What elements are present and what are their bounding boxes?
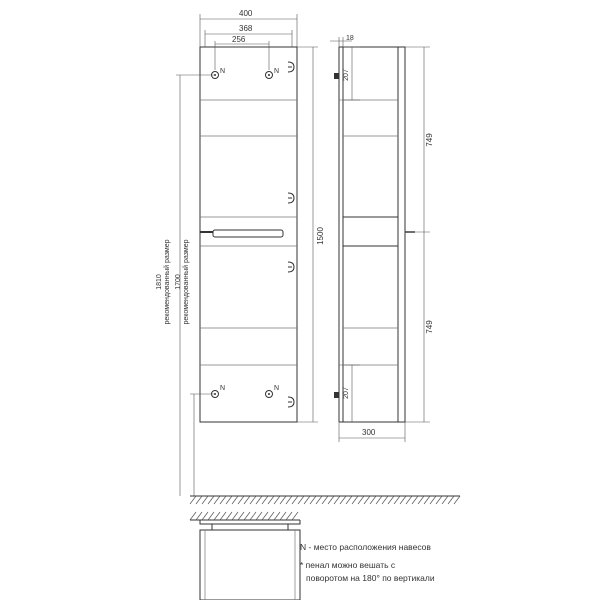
hatch-line	[250, 512, 256, 520]
hatch-line	[358, 496, 364, 504]
hatch-line	[352, 496, 358, 504]
hatch-line	[292, 496, 298, 504]
wall-mount-icon	[334, 73, 339, 79]
legend-line-2: * пенал можно вешать с	[300, 560, 396, 570]
hatch-line	[232, 512, 238, 520]
door-hinge-icon	[288, 193, 294, 203]
dim-width-inner: 368	[239, 24, 253, 33]
hatch-line	[322, 496, 328, 504]
hatch-line	[196, 512, 202, 520]
hatch-line	[316, 496, 322, 504]
hatch-line	[412, 496, 418, 504]
hinge-marker: N	[220, 68, 226, 75]
hatch-line	[388, 496, 394, 504]
dim-upper-section: 749	[425, 133, 434, 147]
bottom-detail	[190, 512, 300, 600]
hatch-line	[436, 496, 442, 504]
hatch-line	[274, 512, 280, 520]
label-recommended-a: рекомендованный размер	[164, 239, 171, 325]
wall-mount-icon	[334, 392, 339, 398]
hatch-line	[208, 496, 214, 504]
hatch-line	[292, 512, 298, 520]
hatch-line	[334, 496, 340, 504]
hatch-line	[202, 496, 208, 504]
hatch-line	[400, 496, 406, 504]
dim-hinge-spacing: 256	[232, 35, 246, 44]
door-hinge-icon	[288, 62, 294, 72]
hatch-line	[286, 496, 292, 504]
dim-depth: 300	[362, 428, 376, 437]
hatch-line	[304, 496, 310, 504]
hatch-line	[232, 496, 238, 504]
hatch-line	[394, 496, 400, 504]
dim-width-outer: 400	[239, 9, 253, 18]
hatch-line	[244, 496, 250, 504]
hatch-line	[364, 496, 370, 504]
hatch-line	[448, 496, 454, 504]
legend-line-1: N - место расположения навесов	[300, 542, 431, 552]
hatch-line	[280, 496, 286, 504]
hatch-line	[226, 496, 232, 504]
dim-mount-height-a: 1810	[156, 274, 163, 290]
hatch-line	[190, 496, 196, 504]
front-view	[156, 9, 325, 496]
dim-bottom-hinge: 207	[343, 387, 350, 399]
hatch-line	[310, 496, 316, 504]
side-door-panel	[398, 47, 405, 422]
hatch-line	[250, 496, 256, 504]
hatch-line	[286, 512, 292, 520]
hatch-line	[442, 496, 448, 504]
dim-top-hinge: 207	[343, 69, 350, 81]
hinge-marker: N	[274, 385, 280, 392]
hatch-line	[220, 512, 226, 520]
hatch-line	[196, 496, 202, 504]
hatch-line	[244, 512, 250, 520]
floor-hatching	[190, 496, 460, 504]
cabinet-detail-outline	[200, 530, 300, 600]
hatch-line	[262, 512, 268, 520]
hatch-line	[256, 512, 262, 520]
dim-height: 1500	[316, 227, 325, 245]
legend-line-3: поворотом на 180° по вертикали	[306, 573, 435, 583]
hatch-line	[346, 496, 352, 504]
hatch-line	[268, 496, 274, 504]
hatch-line	[214, 512, 220, 520]
hatch-line	[382, 496, 388, 504]
hatch-line	[430, 496, 436, 504]
hatch-line	[418, 496, 424, 504]
dim-door-thickness: 18	[346, 35, 354, 42]
hatch-line	[280, 512, 286, 520]
hanger-icon	[266, 72, 273, 79]
hinge-marker: N	[220, 385, 226, 392]
hatch-line	[238, 512, 244, 520]
hatch-line	[424, 496, 430, 504]
door-hinge-icon	[288, 397, 294, 407]
hatch-line	[214, 496, 220, 504]
hatch-line	[262, 496, 268, 504]
hatch-line	[370, 496, 376, 504]
hatch-line	[226, 512, 232, 520]
hatch-line	[202, 512, 208, 520]
cabinet-front-outline	[200, 47, 297, 422]
hatch-line	[274, 496, 280, 504]
door-hinge-icon	[288, 262, 294, 272]
hatch-line	[256, 496, 262, 504]
hatch-line	[406, 496, 412, 504]
hatch-line	[298, 496, 304, 504]
hatch-line	[340, 496, 346, 504]
side-view	[330, 35, 434, 442]
legend	[300, 542, 435, 583]
hatch-line	[268, 512, 274, 520]
hatch-line	[190, 512, 196, 520]
hatch-line	[208, 512, 214, 520]
dim-mount-height-b: 1700	[175, 274, 182, 290]
hatch-line	[376, 496, 382, 504]
drawer-handle	[213, 230, 283, 237]
dim-lower-section: 749	[425, 320, 434, 334]
label-recommended-b: рекомендованный размер	[183, 239, 190, 325]
hanger-icon	[266, 391, 273, 398]
hatch-line	[238, 496, 244, 504]
hatch-line	[220, 496, 226, 504]
hatch-line	[328, 496, 334, 504]
hatch-line	[454, 496, 460, 504]
hinge-marker: N	[274, 68, 280, 75]
